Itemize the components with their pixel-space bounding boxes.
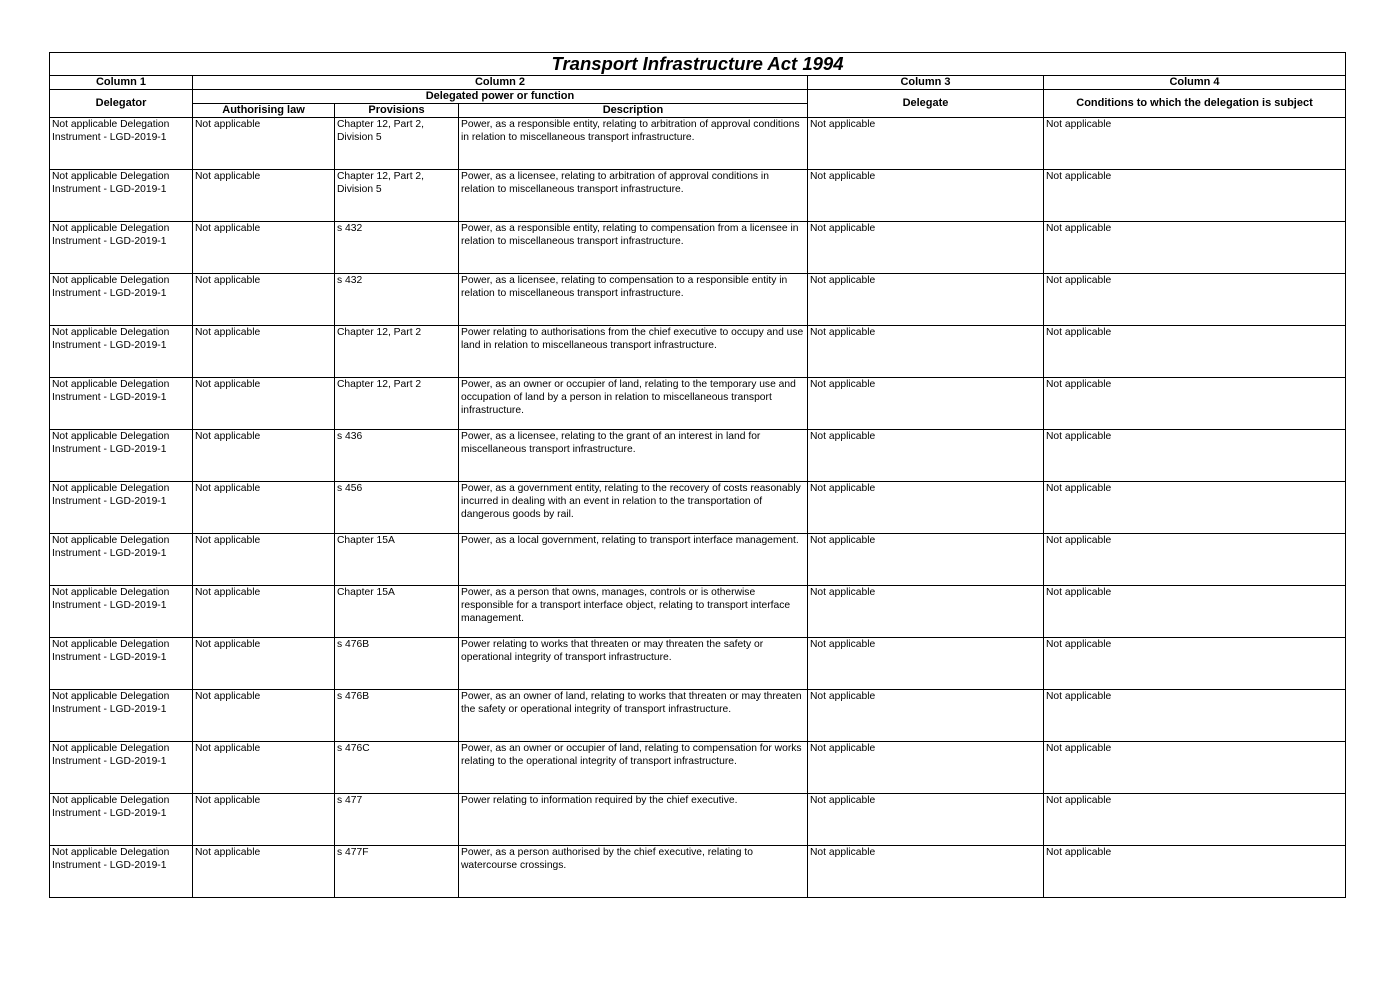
description-cell: Power, as a government entity, relating to the recovery of costs reasonably incurred in dealing with an event in relation to the transportation of dangerous goods by rail. — [459, 482, 808, 534]
description-cell: Power, as a licensee, relating to compensation to a responsible entity in relation to miscellaneous transport infrastructure. — [459, 274, 808, 326]
provisions-cell: s 436 — [335, 430, 459, 482]
description-cell: Power, as a local government, relating to transport interface management. — [459, 534, 808, 586]
delegator-cell: Not applicable Delegation Instrument - LGD-2019-1 — [50, 326, 193, 378]
provisions-cell: s 456 — [335, 482, 459, 534]
description-cell: Power, as a responsible entity, relating to arbitration of approval conditions in relation to miscellaneous transport infrastructure. — [459, 118, 808, 170]
delegate-cell: Not applicable — [808, 690, 1044, 742]
provisions-cell: Chapter 12, Part 2, Division 5 — [335, 170, 459, 222]
provisions-cell: s 477F — [335, 846, 459, 898]
description-cell: Power, as an owner of land, relating to works that threaten or may threaten the safety or operational integrity of transport infrastructure. — [459, 690, 808, 742]
conditions-cell: Not applicable — [1044, 690, 1346, 742]
delegate-cell: Not applicable — [808, 430, 1044, 482]
delegator-cell: Not applicable Delegation Instrument - LGD-2019-1 — [50, 638, 193, 690]
delegate-cell: Not applicable — [808, 170, 1044, 222]
delegate-cell: Not applicable — [808, 534, 1044, 586]
description-cell: Power relating to works that threaten or may threaten the safety or operational integrity of transport infrastructure. — [459, 638, 808, 690]
authorising-law-cell: Not applicable — [193, 742, 335, 794]
provisions-cell: s 476B — [335, 690, 459, 742]
conditions-cell: Not applicable — [1044, 846, 1346, 898]
delegator-cell: Not applicable Delegation Instrument - LGD-2019-1 — [50, 794, 193, 846]
column-3-header: Column 3 — [808, 76, 1044, 90]
conditions-cell: Not applicable — [1044, 378, 1346, 430]
authorising-law-cell: Not applicable — [193, 638, 335, 690]
authorising-law-cell: Not applicable — [193, 378, 335, 430]
delegator-header: Delegator — [50, 90, 193, 118]
description-cell: Power relating to authorisations from the chief executive to occupy and use land in relation to miscellaneous transport infrastructure. — [459, 326, 808, 378]
delegate-cell: Not applicable — [808, 222, 1044, 274]
column-2-header: Column 2 — [193, 76, 808, 90]
authorising-law-cell: Not applicable — [193, 118, 335, 170]
table-row — [50, 534, 1346, 586]
delegated-power-header: Delegated power or function — [193, 90, 808, 104]
delegator-cell: Not applicable Delegation Instrument - LGD-2019-1 — [50, 430, 193, 482]
delegate-cell: Not applicable — [808, 846, 1044, 898]
provisions-cell: Chapter 15A — [335, 534, 459, 586]
provisions-cell: s 432 — [335, 274, 459, 326]
description-cell: Power, as a person authorised by the chief executive, relating to watercourse crossings. — [459, 846, 808, 898]
delegator-cell: Not applicable Delegation Instrument - LGD-2019-1 — [50, 534, 193, 586]
delegate-cell: Not applicable — [808, 326, 1044, 378]
table-row — [50, 430, 1346, 482]
authorising-law-cell: Not applicable — [193, 274, 335, 326]
delegate-header: Delegate — [808, 90, 1044, 118]
delegator-cell: Not applicable Delegation Instrument - LGD-2019-1 — [50, 222, 193, 274]
authorising-law-cell: Not applicable — [193, 586, 335, 638]
authorising-law-cell: Not applicable — [193, 170, 335, 222]
delegate-cell: Not applicable — [808, 274, 1044, 326]
authorising-law-cell: Not applicable — [193, 794, 335, 846]
conditions-cell: Not applicable — [1044, 638, 1346, 690]
provisions-cell: Chapter 12, Part 2, Division 5 — [335, 118, 459, 170]
authorising-law-cell: Not applicable — [193, 222, 335, 274]
delegator-cell: Not applicable Delegation Instrument - LGD-2019-1 — [50, 118, 193, 170]
provisions-cell: s 477 — [335, 794, 459, 846]
table-row — [50, 586, 1346, 638]
conditions-cell: Not applicable — [1044, 586, 1346, 638]
table-row — [50, 274, 1346, 326]
authorising-law-cell: Not applicable — [193, 846, 335, 898]
description-cell: Power, as an owner or occupier of land, relating to compensation for works relating to the operational integrity of transport infrastructure. — [459, 742, 808, 794]
description-cell: Power, as a licensee, relating to arbitration of approval conditions in relation to miscellaneous transport infrastructure. — [459, 170, 808, 222]
delegator-cell: Not applicable Delegation Instrument - LGD-2019-1 — [50, 690, 193, 742]
description-cell: Power, as an owner or occupier of land, relating to the temporary use and occupation of land by a person in relation to miscellaneous transport infrastructure. — [459, 378, 808, 430]
description-cell: Power, as a person that owns, manages, controls or is otherwise responsible for a transport interface object, relating to transport interface management. — [459, 586, 808, 638]
delegator-cell: Not applicable Delegation Instrument - LGD-2019-1 — [50, 846, 193, 898]
conditions-cell: Not applicable — [1044, 274, 1346, 326]
conditions-cell: Not applicable — [1044, 534, 1346, 586]
delegate-cell: Not applicable — [808, 378, 1044, 430]
conditions-cell: Not applicable — [1044, 482, 1346, 534]
authorising-law-header: Authorising law — [193, 104, 335, 118]
provisions-cell: Chapter 12, Part 2 — [335, 326, 459, 378]
delegate-cell: Not applicable — [808, 118, 1044, 170]
table-row — [50, 482, 1346, 534]
delegation-table — [49, 52, 1346, 898]
delegate-cell: Not applicable — [808, 586, 1044, 638]
table-row — [50, 118, 1346, 170]
document-title: Transport Infrastructure Act 1994 — [50, 53, 1346, 76]
table-row — [50, 690, 1346, 742]
table-row — [50, 638, 1346, 690]
authorising-law-cell: Not applicable — [193, 430, 335, 482]
authorising-law-cell: Not applicable — [193, 482, 335, 534]
delegate-cell: Not applicable — [808, 482, 1044, 534]
description-cell: Power, as a licensee, relating to the grant of an interest in land for miscellaneous transport infrastructure. — [459, 430, 808, 482]
table-row — [50, 794, 1346, 846]
conditions-cell: Not applicable — [1044, 794, 1346, 846]
delegator-cell: Not applicable Delegation Instrument - LGD-2019-1 — [50, 482, 193, 534]
conditions-cell: Not applicable — [1044, 118, 1346, 170]
provisions-cell: s 476B — [335, 638, 459, 690]
conditions-header: Conditions to which the delegation is subject — [1044, 90, 1346, 118]
provisions-cell: Chapter 15A — [335, 586, 459, 638]
table-row — [50, 326, 1346, 378]
authorising-law-cell: Not applicable — [193, 690, 335, 742]
authorising-law-cell: Not applicable — [193, 534, 335, 586]
authorising-law-cell: Not applicable — [193, 326, 335, 378]
delegate-cell: Not applicable — [808, 794, 1044, 846]
conditions-cell: Not applicable — [1044, 742, 1346, 794]
description-header: Description — [459, 104, 808, 118]
delegator-cell: Not applicable Delegation Instrument - LGD-2019-1 — [50, 742, 193, 794]
delegator-cell: Not applicable Delegation Instrument - LGD-2019-1 — [50, 170, 193, 222]
table-row — [50, 742, 1346, 794]
column-1-header: Column 1 — [50, 76, 193, 90]
provisions-header: Provisions — [335, 104, 459, 118]
conditions-cell: Not applicable — [1044, 222, 1346, 274]
provisions-cell: Chapter 12, Part 2 — [335, 378, 459, 430]
description-cell: Power relating to information required by the chief executive. — [459, 794, 808, 846]
table-row — [50, 846, 1346, 898]
delegate-cell: Not applicable — [808, 742, 1044, 794]
delegator-cell: Not applicable Delegation Instrument - LGD-2019-1 — [50, 274, 193, 326]
table-row — [50, 170, 1346, 222]
delegator-cell: Not applicable Delegation Instrument - LGD-2019-1 — [50, 378, 193, 430]
delegator-cell: Not applicable Delegation Instrument - LGD-2019-1 — [50, 586, 193, 638]
provisions-cell: s 476C — [335, 742, 459, 794]
table-row — [50, 378, 1346, 430]
column-4-header: Column 4 — [1044, 76, 1346, 90]
provisions-cell: s 432 — [335, 222, 459, 274]
table-row — [50, 222, 1346, 274]
conditions-cell: Not applicable — [1044, 170, 1346, 222]
conditions-cell: Not applicable — [1044, 430, 1346, 482]
description-cell: Power, as a responsible entity, relating to compensation from a licensee in relation to miscellaneous transport infrastructure. — [459, 222, 808, 274]
conditions-cell: Not applicable — [1044, 326, 1346, 378]
delegate-cell: Not applicable — [808, 638, 1044, 690]
